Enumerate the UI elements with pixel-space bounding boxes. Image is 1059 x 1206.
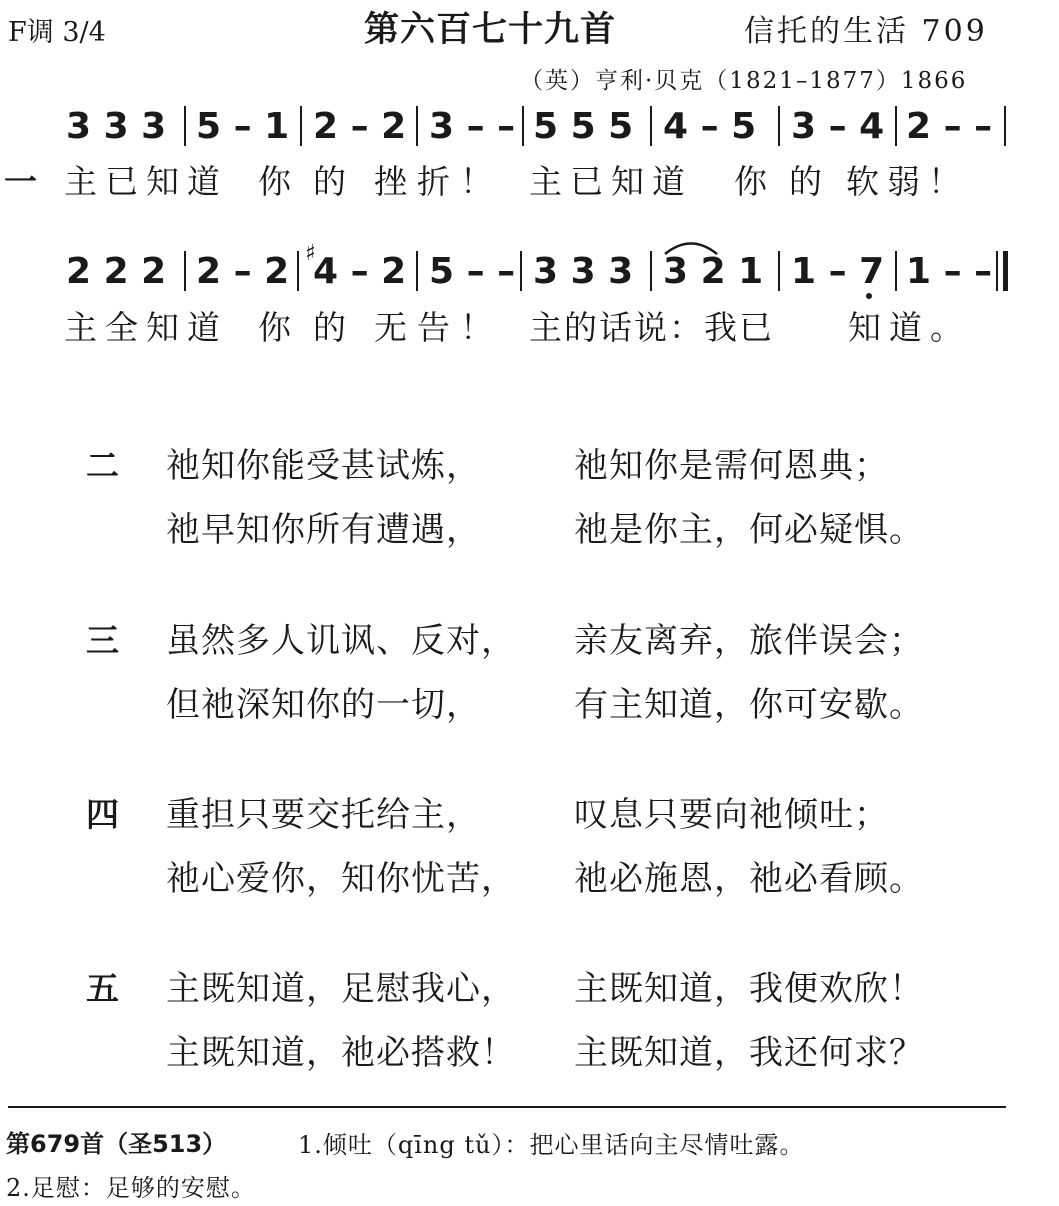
verse-line: 虽然多人讥讽、反对， [166,621,516,661]
measure: 2 – 2 [313,106,407,147]
bar-line [650,251,652,291]
measure: 4 – 5 [663,106,757,147]
verse-line: 祂是你主，何必疑惧。 [574,510,924,550]
lyric-phrase: 主已知道 [64,162,228,201]
verse-line: 但祂深知你的一切， [166,685,481,725]
key-time-signature: F调 3/4 [8,17,106,48]
lyric-phrase: 主的话说：我已 [529,308,774,347]
measure: 2 – – [906,106,993,147]
measure: 1 – – [906,251,993,292]
verse-line: 叹息只要向祂倾吐； [574,795,889,835]
bar-line [184,106,186,146]
lyric-phrase: 主全知道 [64,308,228,347]
measure: 3 3 3 [533,251,634,292]
measure: 3 3 3 [66,106,167,147]
bar-line [416,251,418,291]
verse-line: 有主知道，你可安歇。 [574,685,924,725]
verse-line: 主既知道，我便欢欣！ [574,969,924,1009]
verse-number: 四 [86,795,119,834]
hymn-title: 第六百七十九首 [364,10,617,50]
lyric-phrase: 你的 [734,162,844,201]
verse-line: 亲友离弃，旅伴误会； [574,621,924,661]
measure: 3 – 4 [791,106,885,147]
footnote-note: 2.足慰：足够的安慰。 [6,1174,256,1202]
measure: 5 5 5 [533,106,634,147]
measure: 4 – 2 [313,251,407,292]
lower-octave-dot [866,293,872,299]
lyric-phrase: 无告！ [374,308,503,347]
measure: 2 2 2 [66,251,167,292]
sharp-sign: ♯ [305,241,316,266]
lyric-phrase: 挫折！ [374,162,503,201]
lyric-row-1 [0,160,1059,204]
bar-line [778,251,780,291]
verse-line: 祂必施恩，祂必看顾。 [574,859,924,899]
measure: 5 – 1 [196,106,290,147]
bar-line [778,106,780,146]
lyric-phrase: 你的 [258,162,368,201]
measure: 1 – 7 [791,251,885,292]
notation-row-1 [0,100,1059,154]
verse-number: 五 [86,969,119,1008]
bar-line [522,106,524,146]
verse-line: 祂知你是需何恩典； [574,446,889,486]
bar-line [184,251,186,291]
lyric-phrase: 主已知道 [529,162,693,201]
final-bar-line [1003,251,1008,291]
verse-line: 主既知道，足慰我心， [166,969,516,1009]
measure: 5 – – [429,251,516,292]
bar-line [1004,106,1006,146]
measure: 3 2 1 [663,251,764,292]
bar-line [895,251,897,291]
bar-line [297,251,299,291]
verse-number: 三 [86,621,119,660]
verse-line: 祂心爱你，知你忧苦， [166,859,516,899]
verse-number: 一 [4,162,37,201]
bar-line [650,106,652,146]
footnote-heading: 第679首（圣513） [6,1130,227,1158]
lyric-phrase: 知道。 [848,308,971,347]
footnote-divider [8,1106,1006,1108]
verse-number: 二 [86,446,119,485]
notation-row-2 [0,241,1059,299]
footnote-note: 1.倾吐（qīng tǔ）：把心里话向主尽情吐露。 [298,1131,805,1159]
bar-line [416,106,418,146]
lyric-phrase: 软弱！ [846,162,969,201]
measure: 2 – 2 [196,251,290,292]
hymn-author: （英）亨利·贝克（1821–1877）1866 [520,68,968,94]
lyric-phrase: 你的 [258,308,368,347]
verse-line: 主既知道，祂必搭救！ [166,1033,516,1073]
lyric-row-2 [0,306,1059,350]
bar-line [300,106,302,146]
hymn-category: 信托的生活 709 [744,14,988,49]
verse-line: 主既知道，我还何求？ [574,1033,924,1073]
verse-line: 祂早知你所有遭遇， [166,510,481,550]
verse-line: 祂知你能受甚试炼， [166,446,481,486]
measure: 3 – – [429,106,516,147]
verse-line: 重担只要交托给主， [166,795,481,835]
bar-line [996,251,998,291]
bar-line [895,106,897,146]
bar-line [520,251,522,291]
